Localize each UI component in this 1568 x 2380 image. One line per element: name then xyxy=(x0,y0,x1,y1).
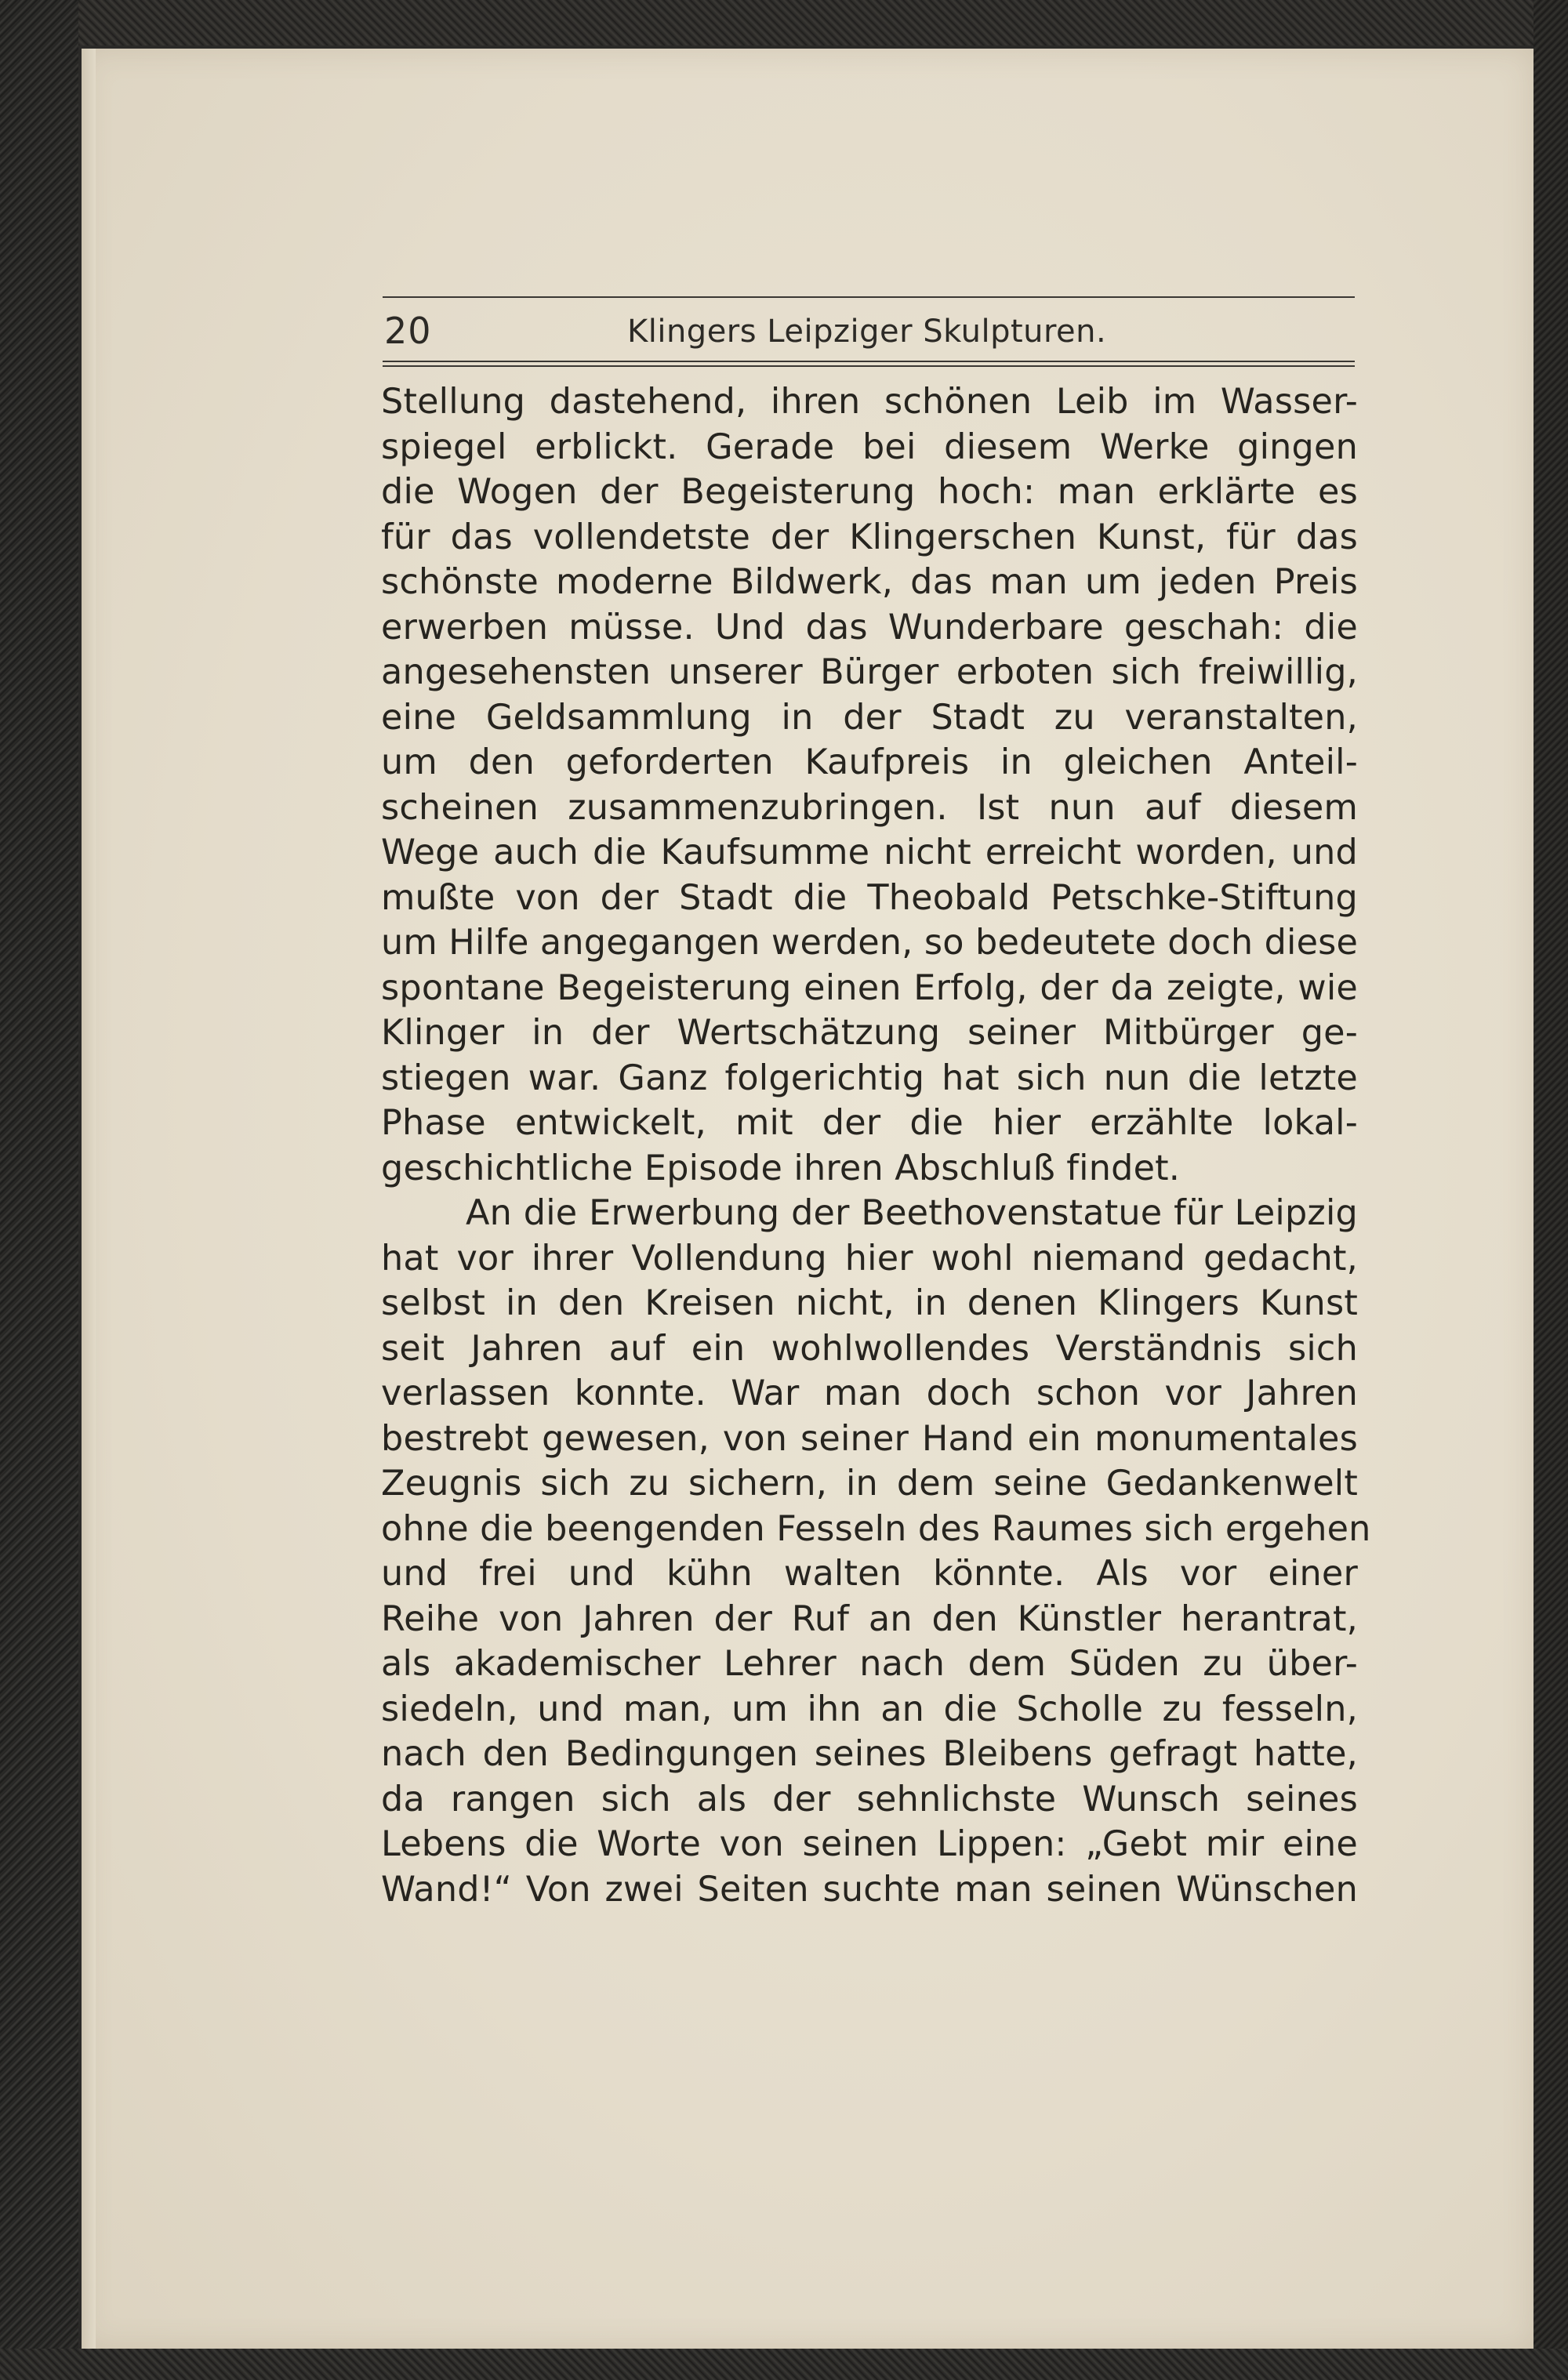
text-line: mußte von der Stadt die Theobald Petschke-Stiftung xyxy=(381,877,1358,918)
text-line: Lebens die Worte von seinen Lippen: „Gebt mir eine xyxy=(381,1824,1358,1864)
paragraph-end-line: geschichtliche Episode ihren Abschluß findet. xyxy=(381,1148,1181,1188)
text-line: bestrebt gewesen, von seiner Hand ein monumentales xyxy=(381,1418,1358,1459)
text-line: angesehensten unserer Bürger erboten sich freiwillig, xyxy=(381,652,1358,692)
text-line: schönste moderne Bildwerk, das man um jeden Preis xyxy=(381,562,1358,602)
text-line: selbst in den Kreisen nicht, in denen Klingers Kunst xyxy=(381,1283,1358,1323)
text-line: Reihe von Jahren der Ruf an den Künstler herantrat, xyxy=(381,1598,1358,1639)
text-line: da rangen sich als der sehnlichste Wunsch seines xyxy=(381,1779,1358,1819)
text-line: spontane Begeisterung einen Erfolg, der da zeigte, wie xyxy=(381,967,1358,1008)
book-cover-left-edge xyxy=(0,0,78,2380)
text-line: als akademischer Lehrer nach dem Süden zu über- xyxy=(381,1644,1358,1684)
page-number: 20 xyxy=(384,310,432,352)
text-line: Phase entwickelt, mit der die hier erzählte lokal- xyxy=(381,1103,1358,1143)
book-cover-right-edge xyxy=(1534,0,1568,2380)
text-line: um den geforderten Kaufpreis in gleichen Anteil- xyxy=(381,742,1358,782)
body-text xyxy=(381,379,1371,1912)
text-line: Stellung dastehend, ihren schönen Leib im Wasser- xyxy=(381,382,1358,422)
header-double-rule xyxy=(383,361,1355,367)
text-line: nach den Bedingungen seines Bleibens gefragt hatte, xyxy=(381,1734,1358,1774)
text-line: stiegen war. Ganz folgerichtig hat sich nun die letzte xyxy=(381,1058,1358,1098)
text-line: seit Jahren auf ein wohlwollendes Verständnis sich xyxy=(381,1328,1358,1369)
running-title: Klingers Leipziger Skulpturen. xyxy=(627,314,1107,350)
text-line: für das vollendetste der Klingerschen Kunst, für das xyxy=(381,517,1358,557)
text-line: Klinger in der Wertschätzung seiner Mitbürger ge- xyxy=(381,1013,1358,1053)
text-line: spiegel erblickt. Gerade bei diesem Werke gingen xyxy=(381,426,1358,467)
header-top-rule xyxy=(383,296,1355,298)
text-line: Wand!“ Von zwei Seiten suchte man seinen Wünschen xyxy=(381,1869,1358,1910)
text-line: verlassen konnte. War man doch schon vor Jahren xyxy=(381,1373,1358,1413)
text-line: ohne die beengenden Fesseln des Raumes sich ergehen xyxy=(381,1508,1371,1549)
book-cover-bottom-edge xyxy=(0,2349,1568,2380)
paragraph-start-line: An die Erwerbung der Beethovenstatue für Leipzig xyxy=(466,1193,1358,1233)
text-line: siedeln, und man, um ihn an die Scholle zu fesseln, xyxy=(381,1689,1358,1729)
text-line: um Hilfe angegangen werden, so bedeutete doch diese xyxy=(381,923,1359,963)
text-line: erwerben müsse. Und das Wunderbare geschah: die xyxy=(381,607,1358,648)
book-cover-top-edge xyxy=(0,0,1568,45)
text-line: scheinen zusammenzubringen. Ist nun auf diesem xyxy=(381,787,1358,828)
text-line: Zeugnis sich zu sichern, in dem seine Gedankenwelt xyxy=(381,1464,1358,1504)
text-line: Wege auch die Kaufsumme nicht erreicht worden, und xyxy=(381,833,1358,873)
page-gutter-shadow xyxy=(82,49,96,2349)
text-line: eine Geldsammlung in der Stadt zu veranstalten, xyxy=(381,697,1358,738)
text-line: die Wogen der Begeisterung hoch: man erklärte es xyxy=(381,472,1358,512)
text-line: und frei und kühn walten könnte. Als vor einer xyxy=(381,1554,1358,1594)
text-line: hat vor ihrer Vollendung hier wohl niemand gedacht, xyxy=(381,1238,1358,1279)
running-head xyxy=(383,296,1355,372)
